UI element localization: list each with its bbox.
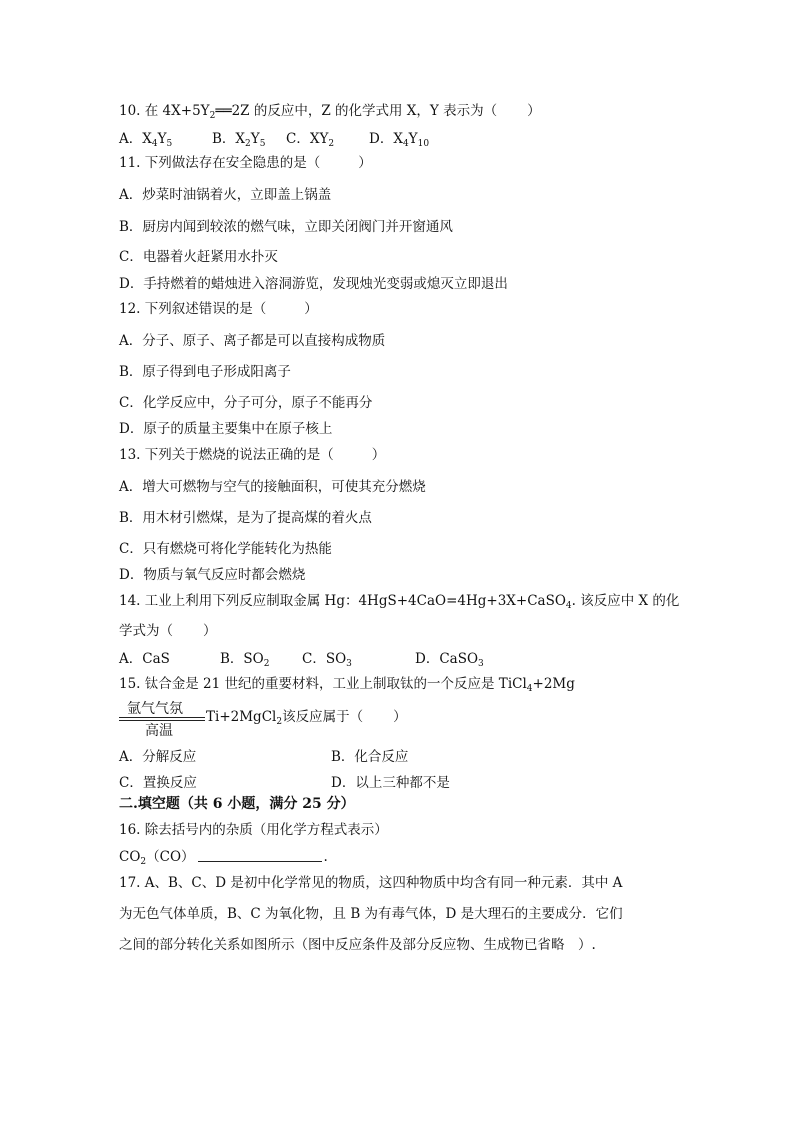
q14-option-c: C．$SO_3$ xyxy=(302,651,352,669)
q12-option-c: C．化学反应中，分子可分，原子不能再分 xyxy=(119,395,373,411)
q15-option-b: B．化合反应 xyxy=(331,749,409,765)
q12-option-d: D．原子的质量主要集中在原子核上 xyxy=(119,421,333,437)
q12-option-a: A．分子、原子、离子都是可以直接构成物质 xyxy=(119,333,386,349)
q12-option-b: B．原子得到电子形成阳离子 xyxy=(119,364,291,380)
q11-stem: 11. 下列做法存在安全隐患的是（ ） xyxy=(119,155,372,171)
answer-input-blank[interactable] xyxy=(198,849,322,862)
q11-option-b: B．厨房内闻到较浓的燃气味，立即关闭阀门并开窗通风 xyxy=(119,219,453,235)
q10-option-d: D．$X_4Y_{10}$ xyxy=(369,131,430,149)
q13-stem: 13. 下列关于燃烧的说法正确的是（ ） xyxy=(119,447,386,463)
q15-stem-line2: Ti+2MgCl$_2$该反应属于（ ） xyxy=(206,709,407,727)
q10-stem: 10. 在 $4X+5Y_2══2Z$ 的反应中，Z 的化学式用 X，Y 表示为（ ） xyxy=(119,103,541,121)
q11-option-a: A．炒菜时油锅着火，立即盖上锅盖 xyxy=(119,187,332,203)
q13-option-c: C．只有燃烧可将化学能转化为热能 xyxy=(119,541,332,557)
q14-option-d: D．CaSO$_3$ xyxy=(415,651,484,669)
condition-bottom-label: 高温 xyxy=(145,723,173,739)
q14-stem-line2: 学式为（ ） xyxy=(119,623,217,639)
q17-line2: 为无色气体单质，B、C 为氧化物，且 B 为有毒气体，D 是大理石的主要成分．它们 xyxy=(119,906,623,922)
q16-stem: 16. 除去括号内的杂质（用化学方程式表示） xyxy=(119,822,388,838)
q13-option-a: A．增大可燃物与空气的接触面积，可使其充分燃烧 xyxy=(119,479,426,495)
q11-option-d: D．手持燃着的蜡烛进入溶洞游览，发现烛光变弱或熄灭立即退出 xyxy=(119,276,508,292)
q15-stem: 15. 钛合金是 21 世纪的重要材料，工业上制取钛的一个反应是 TiCl$_4$+2Mg xyxy=(119,676,575,694)
q11-option-c: C．电器着火赶紧用水扑灭 xyxy=(119,249,278,265)
q10-option-b: B．$X_2Y_5$ xyxy=(212,131,266,149)
q13-option-d: D．物质与氧气反应时都会燃烧 xyxy=(119,567,306,583)
q15-option-a: A．分解反应 xyxy=(119,749,197,765)
q13-option-b: B．用木材引燃煤，是为了提高煤的着火点 xyxy=(119,510,372,526)
q16-line2: $CO_2(CO)$ . xyxy=(119,849,328,867)
q15-option-d: D．以上三种都不是 xyxy=(331,775,450,791)
q17-line1: 17. A、B、C、D 是初中化学常见的物质，这四种物质中均含有同一种元素．其中 A xyxy=(119,875,623,891)
q15-option-c: C．置换反应 xyxy=(119,775,197,791)
condition-top-label: 氩气气氛 xyxy=(127,701,183,717)
reaction-condition-arrow xyxy=(119,698,205,738)
q14-stem: 14. 工业上利用下列反应制取金属 Hg：4HgS+4CaO=4Hg+3X+CaSO$_4$. 该反应中 X 的化 xyxy=(119,593,680,611)
q14-option-b: B．$SO_2$ xyxy=(220,651,270,669)
equals-bar-top xyxy=(119,717,205,718)
q17-line3: 之间的部分转化关系如图所示（图中反应条件及部分反应物、生成物已省略 ）. xyxy=(119,937,596,953)
section-title: 二.填空题（共 6 小题，满分 25 分） xyxy=(119,796,355,812)
q14-option-a: A．CaS xyxy=(119,651,170,667)
q12-stem: 12. 下列叙述错误的是（ ） xyxy=(119,301,318,317)
q10-option-a: A．$X_4Y_5$ xyxy=(119,131,173,149)
q10-option-c: C．$XY_2$ xyxy=(286,131,335,149)
